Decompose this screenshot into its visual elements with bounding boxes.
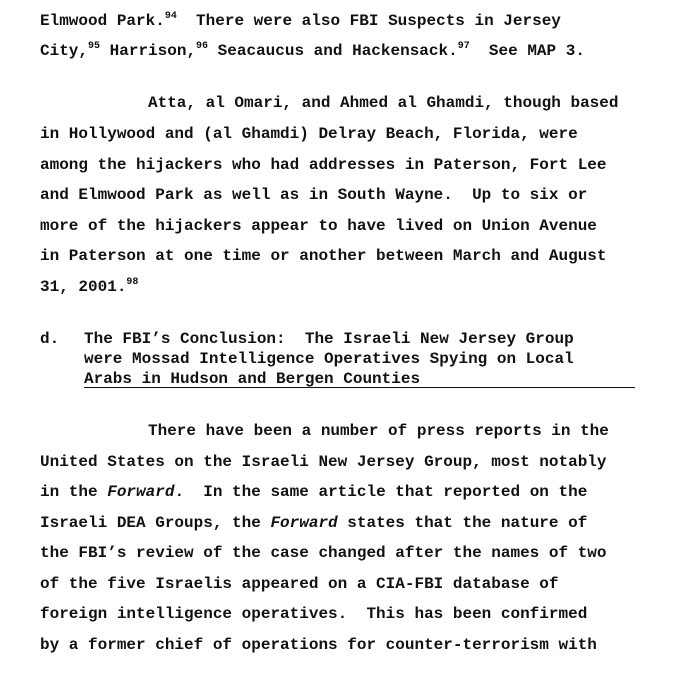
paragraph-line — [40, 41, 585, 61]
paragraph-line: in Paterson at one time or another between March and August — [40, 247, 607, 265]
paragraph-line: foreign intelligence operatives. This has been confirmed — [40, 605, 588, 623]
section-heading — [84, 329, 644, 389]
paragraph-line: the FBI’s review of the case changed after the names of two — [40, 544, 607, 562]
text-run: 31, 2001. — [40, 278, 127, 296]
paragraph-line: There have been a number of press reports in the — [148, 422, 609, 440]
section-heading-line: The FBI’s Conclusion: The Israeli New Jersey Group — [84, 330, 574, 348]
section-heading-line: Arabs in Hudson and Bergen Counties — [84, 370, 421, 388]
paragraph-line: by a former chief of operations for counter-terrorism with — [40, 636, 597, 654]
text-run: Seacaucus and Hackensack. — [208, 42, 458, 60]
text-run: See MAP 3. — [469, 42, 585, 60]
paragraph-line — [40, 277, 138, 297]
text-run: Elmwood Park. — [40, 12, 165, 30]
paragraph-line: and Elmwood Park as well as in South Wayne. Up to six or — [40, 186, 588, 204]
paragraph-line: among the hijackers who had addresses in Paterson, Fort Lee — [40, 156, 607, 174]
paragraph-line — [40, 11, 561, 31]
text-run: City, — [40, 42, 89, 60]
text-run: Harrison, — [100, 42, 197, 60]
text-run: There were also FBI Suspects in Jersey — [176, 12, 561, 30]
footnote-ref-97[interactable]: 97 — [457, 41, 470, 52]
publication-title: Forward — [107, 483, 175, 501]
text-run: in the — [40, 483, 108, 501]
paragraph-line — [40, 513, 587, 533]
section-label: d. — [40, 330, 60, 348]
heading-underline — [84, 387, 635, 388]
footnote-ref-96[interactable]: 96 — [196, 41, 209, 52]
paragraph-line: in Hollywood and (al Ghamdi) Delray Beach, Florida, were — [40, 125, 578, 143]
publication-title: Forward — [270, 514, 338, 532]
paragraph-line: United States on the Israeli New Jersey Group, most notably — [40, 453, 607, 471]
footnote-ref-94[interactable]: 94 — [164, 11, 177, 22]
paragraph-line: of the five Israelis appeared on a CIA-FBI database of — [40, 575, 559, 593]
section-heading-line: were Mossad Intelligence Operatives Spying on Local — [84, 350, 574, 368]
text-run: . In the same article that reported on the — [174, 483, 588, 501]
paragraph-line — [40, 482, 587, 502]
text-run: states that the nature of — [337, 514, 588, 532]
paragraph-line: Atta, al Omari, and Ahmed al Ghamdi, though based — [148, 94, 619, 112]
paragraph-line: more of the hijackers appear to have lived on Union Avenue — [40, 217, 597, 235]
footnote-ref-98[interactable]: 98 — [126, 277, 139, 288]
text-run: Israeli DEA Groups, the — [40, 514, 271, 532]
footnote-ref-95[interactable]: 95 — [88, 41, 101, 52]
